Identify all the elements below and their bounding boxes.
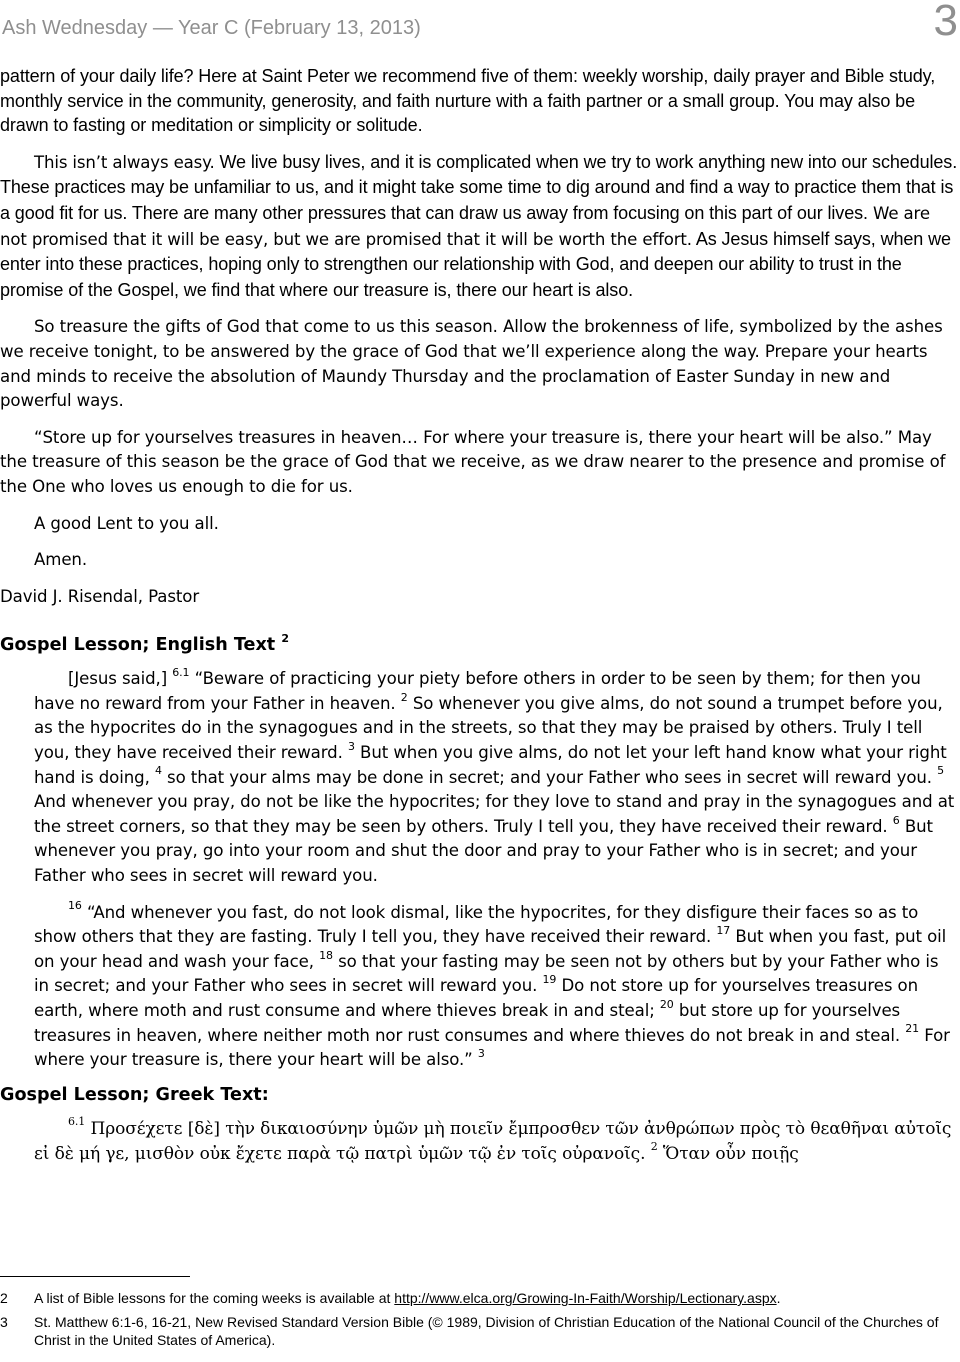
verse-text: so that your alms may be done in secret; and your Father who sees in secret will reward you.	[161, 767, 938, 787]
amen-line: Amen.	[34, 550, 88, 570]
heading-text: Gospel Lesson; English Text	[0, 635, 276, 656]
english-text-heading	[0, 633, 958, 657]
footnote-text: A list of Bible lessons for the coming weeks is available at	[34, 1290, 395, 1306]
verse-number: 18	[319, 948, 333, 962]
signature: David J. Risendal, Pastor	[0, 586, 200, 606]
footnote-number: 2	[0, 1290, 8, 1306]
greek-scripture	[0, 1117, 958, 1167]
scripture-paragraph-1	[34, 667, 958, 888]
sermon-text: We are not promised that it will be easy, but we are promised that it will be worth the effort.	[0, 203, 930, 249]
verse-number: 21	[905, 1022, 920, 1036]
verse-text: but store up for yourselves treasures in heaven, where neither moth nor rust consumes and where thieves do not break in and steal.	[34, 1001, 906, 1045]
verse-text: Ὅταν οὖν ποιῇς	[657, 1143, 799, 1164]
verse-text: But when you fast, put oil on your head and wash your face,	[34, 927, 947, 971]
verse-number: 6.1	[68, 1115, 86, 1129]
footnote-text-end: .	[776, 1290, 781, 1306]
verse-number: 5	[937, 764, 945, 778]
page-header	[2, 0, 958, 60]
english-scripture	[0, 667, 958, 1073]
lectionary-link[interactable]: http://www.elca.org/Growing-In-Faith/Worship/Lectionary.aspx	[394, 1290, 777, 1306]
verse-number: 4	[154, 764, 162, 778]
footnotes	[0, 1276, 958, 1355]
sermon-text: These practices may be unfamiliar to us, and it might take some time to dig around and find a way to practice them that is a good fit for us.	[0, 177, 954, 223]
verse-number: 20	[659, 997, 674, 1011]
sermon-text: We live busy lives, and it is complicated when we try to work anything new into our schedules.	[214, 151, 958, 172]
closing-line: A good Lent to you all.	[34, 513, 219, 533]
verse-text: “And whenever you fast, do not look dismal, like the hypocrites, for they disfigure their faces so as to show others that they are fasting. Truly I tell you, they have received their reward.	[34, 902, 919, 947]
footnote-3	[0, 1313, 958, 1349]
sermon-paragraph-1: pattern of your daily life? Here at Saint Peter we recommend five of them: weekly worship, daily prayer and Bible study, monthly service in the community, generosity, and faith nurture with a faith partner or a small group. You may also be drawn to fasting or meditation or simplicity or solitude.	[0, 66, 936, 136]
verse-text: For where your treasure is, there your heart will be also.”	[34, 1025, 950, 1070]
verse-number: 17	[716, 924, 731, 938]
document-body	[0, 64, 958, 1167]
verse-number: 2	[650, 1140, 658, 1154]
verse-text: So whenever you give alms, do not sound a trumpet before you, as the hypocrites do in the synagogues and in the streets, so that they may be praised by others. Truly I tell you, they have received their reward.	[34, 693, 943, 763]
verse-text: Do not store up for yourselves treasures on earth, where moth and rust consume and where thieves break in and steal;	[34, 976, 919, 1020]
footnote-2	[0, 1289, 958, 1307]
footnote-divider	[0, 1276, 190, 1277]
sermon-text: As Jesus himself says, when we enter into these practices, hoping only to strengthen our relationship with God, and deepen our ability to trust in the promise of the Gospel, we find that where our treasure is, there our heart is also.	[0, 228, 951, 300]
verse-text: “Beware of practicing your piety before others in order to be seen by them; for then you have no reward from your Father in heaven.	[34, 669, 921, 713]
verse-text: Προσέχετε [δὲ] τὴν δικαιοσύνην ὑμῶν μὴ ποιεῖν ἔμπροσθεν τῶν ἀνθρώπων πρὸς τὸ θεαθῆναι αὐτοῖς εἰ δὲ μή γε, μισθὸν οὐκ ἔχετε παρὰ τῷ πατρὶ ὑμῶν τῷ ἐν τοῖς οὐρανοῖς.	[34, 1118, 952, 1164]
verse-text: But when you give alms, do not let your left hand know what your right hand is doing,	[34, 743, 947, 787]
verse-number: 19	[542, 973, 557, 987]
verse-text: And whenever you pray, do not be like the hypocrites; for they love to stand and pray in the synagogues and at the street corners, so that they may be seen by others. Truly I tell you, they have received their reward.	[34, 792, 955, 836]
scripture-paragraph-2	[34, 901, 958, 1073]
header-title: Ash Wednesday — Year C (February 13, 2013)	[2, 17, 421, 39]
page-number: 3	[933, 0, 958, 45]
sermon-text: This isn’t always easy.	[34, 152, 215, 172]
sermon-text: There are many other pressures that can draw us away from focusing on this part of our lives.	[127, 202, 868, 223]
verse-number: 6.1	[172, 666, 190, 680]
footnote-text: St. Matthew 6:1-6, 16-21, New Revised Standard Version Bible (© 1989, Division of Christian Education of the National Council of the Churches of Christ in the United States of America).	[34, 1314, 939, 1348]
verse-number: 3	[477, 1047, 485, 1061]
verse-text: But whenever you pray, go into your room and shut the door and pray to your Father who is in secret; and your Father who sees in secret will reward you.	[34, 816, 933, 886]
verse-number: 16	[68, 899, 82, 913]
greek-paragraph-1	[34, 1117, 958, 1167]
sermon-paragraph-4: “Store up for yourselves treasures in heaven… For where your treasure is, there your heart will be also.” May the treasure of this season be the grace of God that we receive, as we draw nearer to the presence and promise of the One who loves us enough to die for us.	[0, 427, 946, 496]
footnote-ref: 2	[281, 631, 290, 645]
verse-number: 2	[400, 690, 408, 704]
verse-number: 6	[892, 813, 900, 827]
footnote-number: 3	[0, 1314, 8, 1330]
greek-text-heading: Gospel Lesson; Greek Text:	[0, 1084, 269, 1105]
sermon-paragraph-3: So treasure the gifts of God that come to us this season. Allow the brokenness of life, symbolized by the ashes we receive tonight, to be answered by the grace of God that we’ll experience along the way. Prepare your hearts and minds to receive the absolution of Maundy Thursday and the proclamation of Easter Sunday in new and powerful ways.	[0, 317, 943, 411]
verse-text: so that your fasting may be seen not by others but by your Father who is in secret; and your Father who sees in secret will reward you.	[34, 951, 939, 996]
verse-number: 3	[347, 739, 355, 753]
sermon-paragraph-2	[0, 150, 958, 304]
verse-text: [Jesus said,]	[68, 669, 173, 689]
